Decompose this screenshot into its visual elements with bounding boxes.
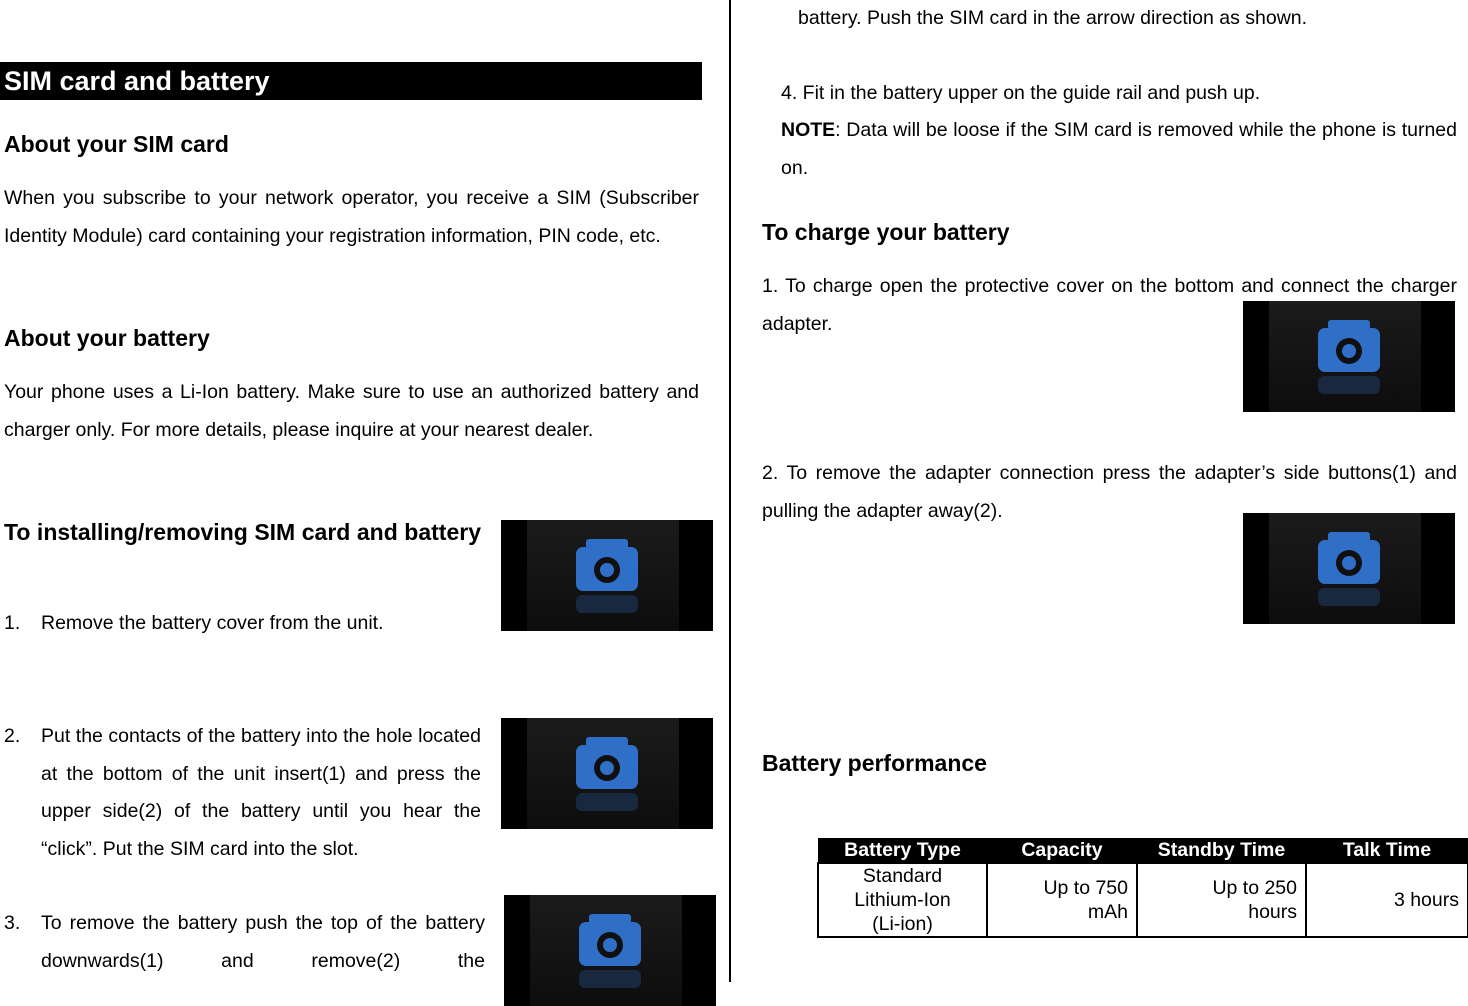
step-2	[4, 718, 481, 868]
step-4: 4. Fit in the battery upper on the guide rail and push up.	[781, 82, 1261, 104]
step-text: To remove the battery push the top of the battery downwards(1) and remove(2) the	[41, 912, 485, 972]
step-number: 1.	[4, 612, 21, 634]
cell-line: Up to 250	[1212, 877, 1297, 899]
camera-icon	[579, 914, 641, 988]
note-label: NOTE	[781, 119, 836, 141]
camera-icon	[1318, 532, 1380, 606]
column-header: Talk Time	[1306, 838, 1468, 863]
step-text: Remove the battery cover from the unit.	[41, 612, 384, 634]
step-number: 2.	[4, 725, 21, 747]
step3-continuation: battery. Push the SIM card in the arrow direction as shown.	[798, 7, 1308, 29]
column-header: Standby Time	[1137, 838, 1306, 863]
sim-heading: About your SIM card	[4, 131, 229, 157]
column-header: Capacity	[987, 838, 1137, 863]
cell-line: Lithium-Ion	[854, 889, 951, 911]
camera-icon	[576, 737, 638, 811]
battery-heading: About your battery	[4, 325, 210, 351]
cell-line: hours	[1248, 901, 1297, 923]
image-placeholder	[1243, 301, 1455, 412]
charge-step-2: 2. To remove the adapter connection press the adapter’s side buttons(1) and pulling the adapter away(2).	[762, 462, 1457, 522]
section-title: SIM card and battery	[0, 62, 702, 100]
note-text: : Data will be loose if the SIM card is removed while the phone is turned on.	[781, 119, 1457, 179]
image-placeholder	[1243, 513, 1455, 624]
note	[781, 112, 1457, 187]
sim-text: When you subscribe to your network operator, you receive a SIM (Subscriber Identity Module) card containing your registration information, PIN code, etc.	[4, 187, 699, 247]
battery-table	[817, 838, 1468, 938]
step-text: Put the contacts of the battery into the hole located at the bottom of the unit insert(1) and press the upper side(2) of the battery until you hear the “click”. Put the SIM card into the slot.	[41, 725, 481, 860]
charge-step-1: 1. To charge open the protective cover on the bottom and connect the charger adapter.	[762, 275, 1457, 335]
table-row	[818, 863, 1468, 937]
standby-cell	[1137, 863, 1306, 937]
camera-icon	[576, 539, 638, 613]
battery-type-cell	[818, 863, 987, 937]
step-number: 3.	[4, 912, 21, 934]
table-header-row	[818, 838, 1468, 863]
image-placeholder	[501, 718, 713, 829]
charge-heading: To charge your battery	[762, 219, 1010, 245]
capacity-cell	[987, 863, 1137, 937]
install-heading-text: To installing/removing SIM card and battery	[4, 519, 481, 545]
cell-line: mAh	[1087, 901, 1128, 923]
column-header: Battery Type	[818, 838, 987, 863]
image-placeholder	[501, 520, 713, 631]
image-placeholder	[504, 895, 716, 1006]
step-3	[4, 905, 485, 980]
step-1	[4, 605, 481, 643]
cell-line: (Li-ion)	[872, 913, 933, 935]
column-divider	[729, 0, 731, 982]
performance-heading: Battery performance	[762, 750, 987, 776]
cell-line: Standard	[862, 865, 943, 887]
talk-time-cell: 3 hours	[1306, 863, 1468, 937]
install-heading	[4, 514, 481, 551]
battery-text: Your phone uses a Li-Ion battery. Make sure to use an authorized battery and charger only. For more details, please inquire at your nearest dealer.	[4, 381, 699, 441]
camera-icon	[1318, 320, 1380, 394]
cell-line: Up to 750	[1043, 877, 1128, 899]
